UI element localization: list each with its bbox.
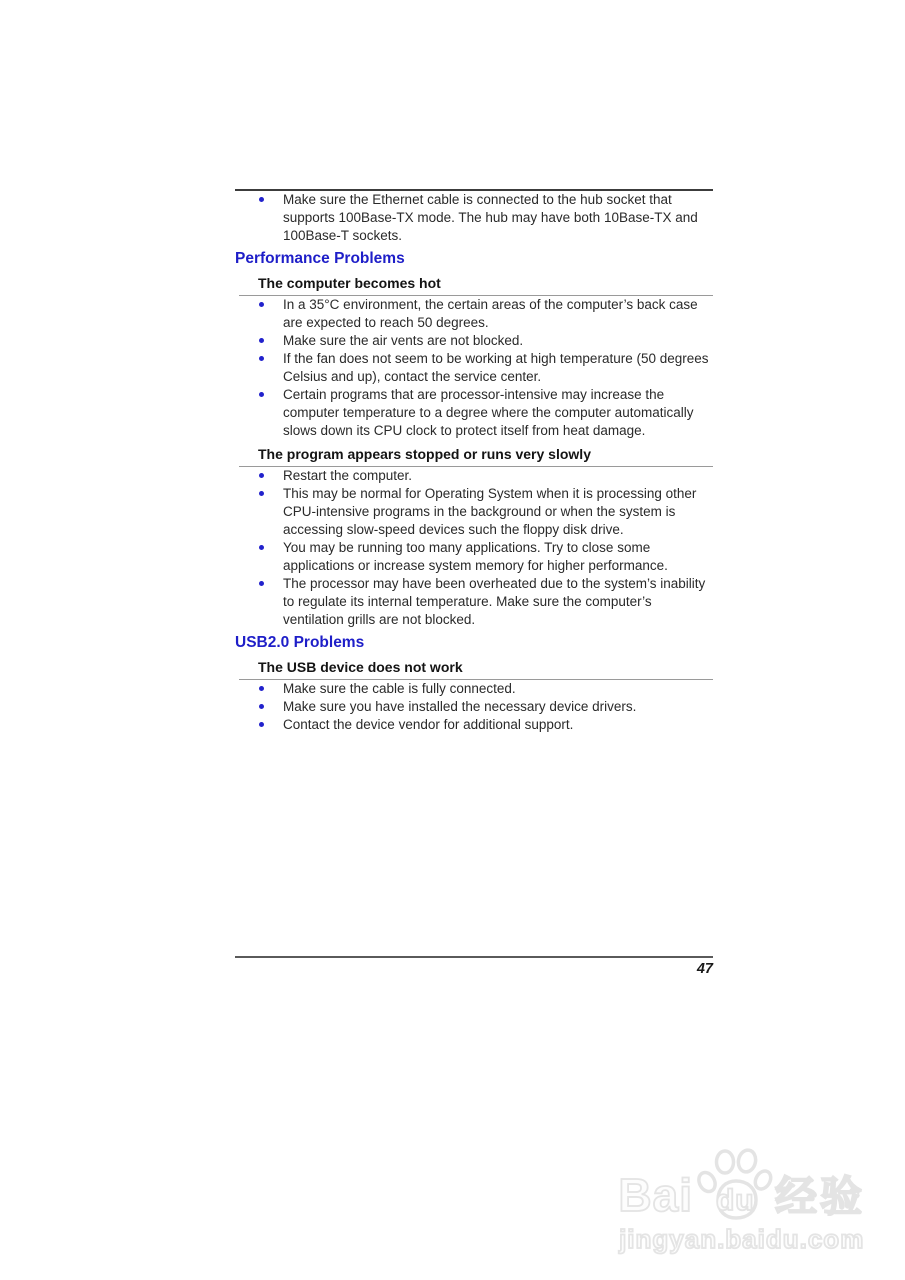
bullet-text: This may be normal for Operating System when it is processing other CPU-intensive programs in the background or when the system is accessing slow-speed devices such the floppy disk drive. — [283, 486, 697, 537]
bullet-list-computer-hot — [235, 296, 713, 440]
list-item — [259, 539, 713, 575]
list-item — [259, 332, 713, 350]
section-heading-usb-problems: USB2.0 Problems — [235, 634, 365, 651]
watermark-du-text: du — [715, 1184, 755, 1217]
watermark-logo-row — [618, 1148, 865, 1222]
bullet-list-program-slow — [235, 467, 713, 629]
list-item — [259, 680, 713, 698]
bullet-text: Make sure the cable is fully connected. — [283, 681, 516, 696]
bullet-text: Make sure the air vents are not blocked. — [283, 333, 524, 348]
bullet-text: Restart the computer. — [283, 468, 413, 483]
footer-divider — [235, 956, 713, 958]
bullet-text: Make sure you have installed the necessary device drivers. — [283, 699, 637, 714]
subsection-title: The USB device does not work — [258, 659, 463, 675]
list-item — [259, 575, 713, 629]
watermark-domain-text: jingyan.baidu.com — [619, 1224, 865, 1254]
list-item — [259, 191, 713, 245]
bullet-text: Contact the device vendor for additional support. — [283, 717, 574, 732]
list-item — [259, 296, 713, 332]
subsection-title: The program appears stopped or runs very slowly — [258, 446, 591, 462]
bullet-text: Certain programs that are processor-intensive may increase the computer temperature to a degree where the computer automatically slows down its CPU clock to protect itself from heat damage. — [283, 387, 694, 438]
list-item — [259, 467, 713, 485]
subsection-header — [235, 446, 713, 467]
subsection-header — [235, 275, 713, 296]
bullet-list-usb-device — [235, 680, 713, 734]
watermark-jingyan-text: 经验 — [774, 1173, 865, 1220]
watermark-bai-text: Bai — [618, 1169, 693, 1221]
intro-list — [235, 191, 713, 245]
section-heading-performance-problems: Performance Problems — [235, 250, 405, 267]
bullet-text: The processor may have been overheated due to the system’s inability to regulate its internal temperature. Make sure the computer’s ventilation grills are not blocked. — [283, 576, 706, 627]
page-footer — [235, 956, 713, 977]
list-item — [259, 716, 713, 734]
page-number: 47 — [696, 961, 713, 977]
list-item — [259, 386, 713, 440]
baidu-paw-icon — [694, 1148, 774, 1222]
document-content — [235, 189, 713, 734]
bullet-text: You may be running too many applications. Try to close some applications or increase system memory for higher performance. — [283, 540, 668, 573]
list-item — [259, 485, 713, 539]
baidu-jingyan-watermark — [618, 1148, 865, 1252]
bullet-text: In a 35°C environment, the certain areas of the computer’s back case are expected to reach 50 degrees. — [283, 297, 698, 330]
list-item — [259, 698, 713, 716]
subsection-header — [235, 659, 713, 680]
bullet-text: If the fan does not seem to be working at high temperature (50 degrees Celsius and up), contact the service center. — [283, 351, 709, 384]
subsection-title: The computer becomes hot — [258, 275, 441, 291]
bullet-text: Make sure the Ethernet cable is connected to the hub socket that supports 100Base-TX mode. The hub may have both 10Base-TX and 100Base-T sockets. — [283, 192, 698, 243]
list-item — [259, 350, 713, 386]
